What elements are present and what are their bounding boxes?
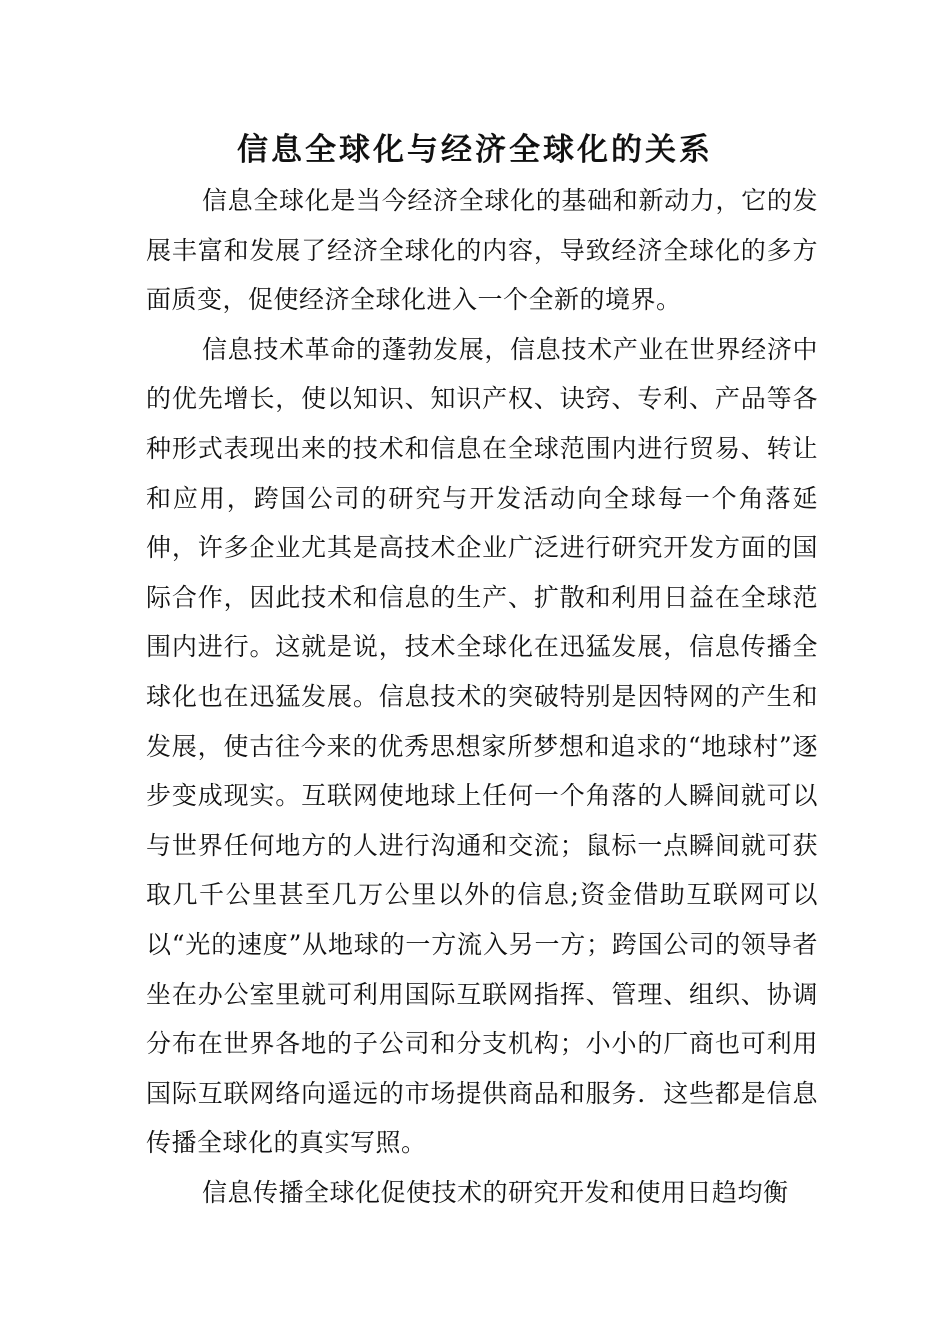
paragraph-2: 信息技术革命的蓬勃发展，信息技术产业在世界经济中的优先增长，使以知识、知识产权、诀窍、专利、产品等各种形式表现出来的技术和信息在全球范围内进行贸易、转让和应用，跨国公司的研究与开发活动向全球每一个角落延伸，许多企业尤其是高技术企业广泛进行研究开发方面的国际合作，因此技术和信息的生产、扩散和利用日益在全球范围内进行。这就是说，技术全球化在迅猛发展，信息传播全球化也在迅猛发展。信息技术的突破特别是因特网的产生和发展，使古往今来的优秀思想家所梦想和追求的“地球村”逐步变成现实。互联网使地球上任何一个角落的人瞬间就可以与世界任何地方的人进行沟通和交流；鼠标一点瞬间就可获取几千公里甚至几万公里以外的信息;资金借助互联网可以以“光的速度”从地球的一方流入另一方；跨国公司的领导者坐在办公室里就可利用国际互联网指挥、管理、组织、协调分布在世界各地的子公司和分支机构；小小的厂商也可利用国际互联网络向遥远的市场提供商品和服务．这些都是信息传播全球化的真实写照。 xyxy=(146,334,818,1158)
paragraph-1: 信息全球化是当今经济全球化的基础和新动力，它的发展丰富和发展了经济全球化的内容，导致经济全球化的多方面质变，促使经济全球化进入一个全新的境界。 xyxy=(146,186,818,315)
paragraph-3: 信息传播全球化促使技术的研究开发和使用日趋均衡 xyxy=(202,1177,789,1207)
document-title: 信息全球化与经济全球化的关系 xyxy=(237,132,713,168)
document-body xyxy=(146,176,818,1217)
